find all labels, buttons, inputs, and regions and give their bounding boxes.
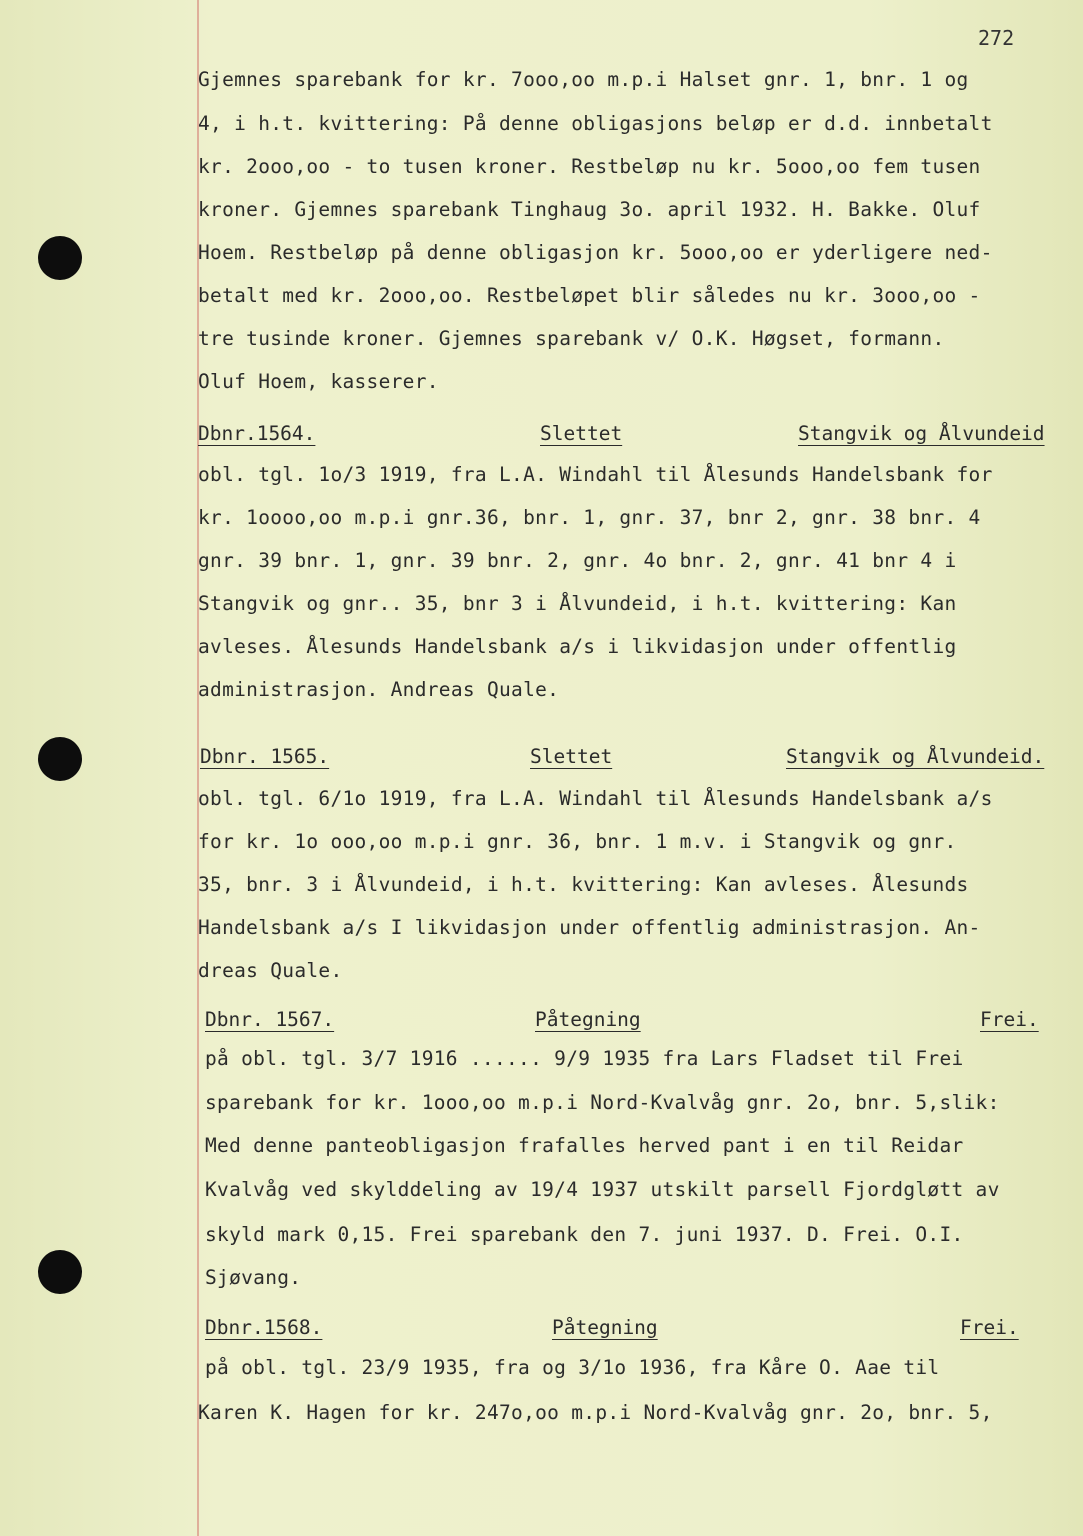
text-line: Oluf Hoem, kasserer.: [198, 370, 439, 393]
punch-hole-icon: [38, 236, 82, 280]
text-line: Karen K. Hagen for kr. 247o,oo m.p.i Nord-Kvalvåg gnr. 2o, bnr. 5,: [198, 1401, 993, 1424]
text-line: administrasjon. Andreas Quale.: [198, 678, 560, 701]
text-line: Gjemnes sparebank for kr. 7ooo,oo m.p.i Halset gnr. 1, bnr. 1 og: [198, 68, 969, 91]
text-line: sparebank for kr. 1ooo,oo m.p.i Nord-Kvalvåg gnr. 2o, bnr. 5,slik:: [205, 1091, 1000, 1114]
text-line: kr. 1oooo,oo m.p.i gnr.36, bnr. 1, gnr. 37, bnr 2, gnr. 38 bnr. 4: [198, 506, 981, 529]
text-line: Kvalvåg ved skylddeling av 19/4 1937 utskilt parsell Fjordgløtt av: [205, 1178, 1000, 1201]
text-line: tre tusinde kroner. Gjemnes sparebank v/ O.K. Høgset, formann.: [198, 327, 945, 350]
text-line: Sjøvang.: [205, 1266, 302, 1289]
text-line: Med denne panteobligasjon frafalles herved pant i en til Reidar: [205, 1134, 964, 1157]
entry-number: Dbnr. 1567.: [205, 1008, 335, 1031]
text-line: dreas Quale.: [198, 959, 343, 982]
text-line: kr. 2ooo,oo - to tusen kroner. Restbeløp nu kr. 5ooo,oo fem tusen: [198, 155, 981, 178]
entry-number: Dbnr.1568.: [205, 1316, 323, 1339]
entry-number: Dbnr.1564.: [198, 422, 316, 445]
text-line: gnr. 39 bnr. 1, gnr. 39 bnr. 2, gnr. 4o bnr. 2, gnr. 41 bnr 4 i: [198, 549, 957, 572]
entry-place: Stangvik og Ålvundeid.: [786, 745, 1045, 768]
text-line: for kr. 1o ooo,oo m.p.i gnr. 36, bnr. 1 m.v. i Stangvik og gnr.: [198, 830, 957, 853]
punch-hole-icon: [38, 1250, 82, 1294]
entry-number: Dbnr. 1565.: [200, 745, 330, 768]
text-line: Hoem. Restbeløp på denne obligasjon kr. 5ooo,oo er yderligere ned-: [198, 241, 993, 264]
text-line: kroner. Gjemnes sparebank Tinghaug 3o. april 1932. H. Bakke. Oluf: [198, 198, 981, 221]
text-line: Stangvik og gnr.. 35, bnr 3 i Ålvundeid, i h.t. kvittering: Kan: [198, 592, 957, 615]
entry-type: Påtegning: [535, 1008, 641, 1031]
entry-type: Slettet: [540, 422, 623, 445]
text-line: på obl. tgl. 3/7 1916 ...... 9/9 1935 fra Lars Fladset til Frei: [205, 1047, 964, 1070]
entry-place: Frei.: [960, 1316, 1019, 1339]
page-number: 272: [978, 26, 1015, 50]
text-line: Handelsbank a/s I likvidasjon under offentlig administrasjon. An-: [198, 916, 981, 939]
text-line: obl. tgl. 6/1o 1919, fra L.A. Windahl til Ålesunds Handelsbank a/s: [198, 787, 993, 810]
text-line: skyld mark 0,15. Frei sparebank den 7. juni 1937. D. Frei. O.I.: [205, 1223, 964, 1246]
margin-line: [197, 0, 199, 1536]
text-line: betalt med kr. 2ooo,oo. Restbeløpet blir således nu kr. 3ooo,oo -: [198, 284, 981, 307]
entry-type: Påtegning: [552, 1316, 658, 1339]
punch-hole-icon: [38, 737, 82, 781]
text-line: obl. tgl. 1o/3 1919, fra L.A. Windahl til Ålesunds Handelsbank for: [198, 463, 993, 486]
text-line: avleses. Ålesunds Handelsbank a/s i likvidasjon under offentlig: [198, 635, 957, 658]
text-line: 35, bnr. 3 i Ålvundeid, i h.t. kvittering: Kan avleses. Ålesunds: [198, 873, 969, 896]
entry-type: Slettet: [530, 745, 613, 768]
entry-place: Frei.: [980, 1008, 1039, 1031]
text-line: på obl. tgl. 23/9 1935, fra og 3/1o 1936, fra Kåre O. Aae til: [205, 1356, 940, 1379]
entry-place: Stangvik og Ålvundeid: [798, 422, 1045, 445]
text-line: 4, i h.t. kvittering: På denne obligasjons beløp er d.d. innbetalt: [198, 112, 993, 135]
